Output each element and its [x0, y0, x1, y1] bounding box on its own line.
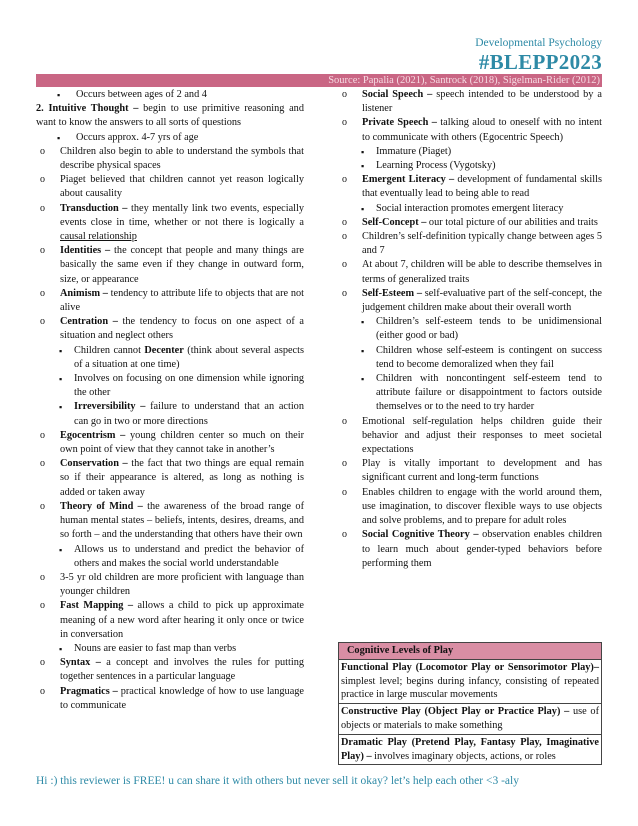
- item-text: Occurs between ages of 2 and 4: [76, 89, 207, 100]
- subject-heading: Developmental Psychology: [475, 37, 602, 49]
- list-item: [338, 315, 602, 343]
- item-text: (think about several aspects of a situation at one time): [74, 344, 304, 370]
- term: Transduction –: [60, 202, 128, 214]
- item-text: Occurs approx. 4-7 yrs of age: [76, 131, 199, 143]
- term: Decenter: [144, 344, 184, 356]
- hashtag-title: #BLEPP2023: [478, 50, 602, 74]
- list-item: [36, 400, 304, 428]
- list-item: [36, 372, 304, 400]
- item-text: Nouns are easier to fast map than verbs: [74, 642, 237, 654]
- table-cell: [339, 704, 602, 735]
- table-cell: [339, 734, 602, 765]
- list-item: [338, 202, 602, 216]
- term: Functional Play (Locomotor Play or Sensorimotor Play)–: [341, 661, 599, 673]
- table-row: [339, 734, 602, 765]
- list-item: [36, 315, 304, 343]
- source-bar: [36, 74, 602, 87]
- table-cell: [339, 659, 602, 703]
- underlined-text: causal relationship: [60, 231, 137, 243]
- term: Conservation –: [60, 458, 128, 470]
- list-item: [338, 457, 602, 485]
- item-text: Piaget believed that children cannot yet reason logically about causality: [60, 174, 304, 200]
- definition: practical knowledge of how to use language to communicate: [60, 685, 304, 711]
- definition: the fact that two things are equal remain so if their appearance is altered, as long as nothing is added or taken away: [60, 458, 304, 498]
- definition: simplest level; begins during infancy, consisting of repeated practice in large muscular movements: [341, 675, 599, 701]
- definition: self-evaluative part of the self-concept, the judgement children make about their overall worth: [362, 287, 602, 314]
- list-item: [36, 642, 304, 656]
- list-item: [338, 287, 602, 315]
- item-text: Learning Process (Vygotsky): [376, 160, 496, 172]
- item-text: Children also begin to able to understand the symbols that describe physical spaces: [60, 145, 304, 172]
- definition: failure to understand that an action can go in two or more directions: [74, 401, 304, 427]
- item-text: Emotional self-regulation helps children guide their behavior and adjust their responses to meet societal expectations: [362, 415, 602, 456]
- term: Self-Esteem –: [362, 287, 422, 299]
- term: Irreversibility –: [74, 401, 146, 413]
- item-text: Children whose self-esteem is contingent on success tend to become demoralized when they fail: [376, 344, 602, 370]
- definition: begin to use primitive reasoning and want to know the answers to all sorts of questions: [36, 103, 304, 129]
- list-item: [36, 88, 304, 102]
- term: Animism –: [60, 287, 108, 299]
- definition: young children center so much on their own point of view that they cannot take in another’s: [60, 429, 304, 456]
- item-text: Children’s self-esteem tends to be unidimensional (either good or bad): [376, 316, 602, 342]
- table-title: Cognitive Levels of Play: [339, 643, 602, 660]
- term: Constructive Play (Object Play or Practice Play) –: [341, 706, 570, 718]
- list-item: [36, 202, 304, 245]
- list-item: [36, 599, 304, 642]
- table-row: [339, 704, 602, 735]
- list-item: [338, 173, 602, 201]
- list-item: [338, 116, 602, 144]
- definition: involves imaginary objects, actions, or roles: [371, 750, 556, 762]
- list-item: [36, 500, 304, 543]
- definition: the awareness of the broad range of human mental states – beliefs, intents, desires, dreams, and so forth – and the understanding that others have their own: [60, 500, 305, 541]
- list-item: [36, 571, 304, 599]
- definition: tendency to attribute life to objects that are not alive: [60, 287, 304, 314]
- definition: allows a child to pick up approximate meaning of a new word after hearing it only once or twice in conversation: [60, 600, 305, 640]
- definition: development of fundamental skills that eventually lead to being able to read: [362, 174, 602, 200]
- left-column: [36, 88, 304, 713]
- source-citation: Source: Papalia (2021), Santrock (2018), Sigelman-Rider (2012): [328, 75, 600, 86]
- definition: a concept and involves the rules for putting together sentences in a particular language: [60, 657, 304, 683]
- list-item: [36, 244, 304, 287]
- definition: use of objects or materials to make something: [341, 706, 599, 731]
- list-item: [36, 287, 304, 315]
- definition: observation enables children to learn much about gender-typed behaviors before performing them: [362, 529, 603, 569]
- list-item: [36, 457, 304, 500]
- item-text: Immature (Piaget): [376, 145, 452, 157]
- item-text: Children’s self-definition typically change between ages 5 and 7: [362, 231, 602, 257]
- term: Theory of Mind –: [60, 500, 143, 512]
- footer-note: Hi :) this reviewer is FREE! u can share it with others but never sell it okay? let’s help each other <3 -aly: [36, 775, 519, 787]
- list-item: [338, 486, 602, 529]
- definition: they mentally link two events, especially events close in time, whether or not there is logically a: [60, 202, 305, 228]
- term: Social Cognitive Theory –: [362, 529, 479, 541]
- table-row: [339, 659, 602, 703]
- term: Identities –: [60, 245, 111, 257]
- list-item: [338, 88, 602, 116]
- list-item: [338, 415, 602, 458]
- term: Centration –: [60, 316, 118, 328]
- term: Fast Mapping –: [60, 600, 134, 612]
- definition: the concept that people and many things are basically the same even if they change in outward form, size, or appearance: [60, 245, 304, 285]
- term: Emergent Literacy –: [362, 174, 455, 186]
- list-item: [338, 372, 602, 415]
- item-text: 3-5 yr old children are more proficient with language than younger children: [60, 571, 304, 598]
- item-text: Children with noncontingent self-esteem tend to attribute failure or disappointment to factors outside themselves or to the need to try harder: [376, 373, 602, 413]
- term: 2. Intuitive Thought –: [36, 103, 139, 115]
- item-text: Enables children to engage with the world around them, use imagination, to discover flexible ways to use objects and solve problems, and to prepare for adult roles: [362, 486, 602, 527]
- item-text: Children cannot: [74, 344, 145, 356]
- list-item: [338, 230, 602, 258]
- definition: speech intended to be understood by a listener: [362, 89, 602, 115]
- term: Dramatic Play (Pretend Play, Fantasy Play, Imaginative Play) –: [341, 736, 599, 762]
- definition: talking aloud to oneself with no intent to communicate with others (Egocentric Speech): [362, 117, 602, 143]
- list-item: [36, 685, 304, 713]
- definition: the tendency to focus on one aspect of a situation and neglect others: [60, 316, 304, 342]
- list-item: [36, 173, 304, 201]
- list-item: [36, 429, 304, 457]
- item-text: Involves on focusing on one dimension while ignoring the other: [74, 373, 304, 399]
- definition: our total picture of our abilities and traits: [426, 216, 598, 228]
- item-text: Play is vitally important to development and has significant current and long-term functions: [362, 458, 602, 484]
- list-item: [338, 344, 602, 372]
- item-text: At about 7, children will be able to describe themselves in terms of generalized traits: [362, 259, 602, 285]
- list-item: [36, 131, 304, 145]
- item-text: Allows us to understand and predict the behavior of others and makes the social world understandable: [74, 543, 304, 569]
- term: Private Speech –: [362, 117, 437, 129]
- term: Egocentrism –: [60, 429, 126, 441]
- right-column: [338, 88, 602, 571]
- term: Self-Concept –: [362, 216, 427, 228]
- item-text: Social interaction promotes emergent literacy: [376, 202, 564, 214]
- list-item: [36, 344, 304, 372]
- list-item: [338, 258, 602, 286]
- list-item: [338, 145, 602, 159]
- list-item: [338, 216, 602, 230]
- list-item: [36, 102, 304, 130]
- cognitive-play-table: [338, 642, 602, 765]
- list-item: [36, 543, 304, 571]
- table-header-row: [339, 643, 602, 660]
- list-item: [338, 159, 602, 173]
- term: Syntax –: [60, 657, 101, 669]
- list-item: [36, 656, 304, 684]
- term: Pragmatics –: [60, 685, 118, 697]
- list-item: [36, 145, 304, 173]
- term: Social Speech –: [362, 89, 433, 100]
- list-item: [338, 528, 602, 571]
